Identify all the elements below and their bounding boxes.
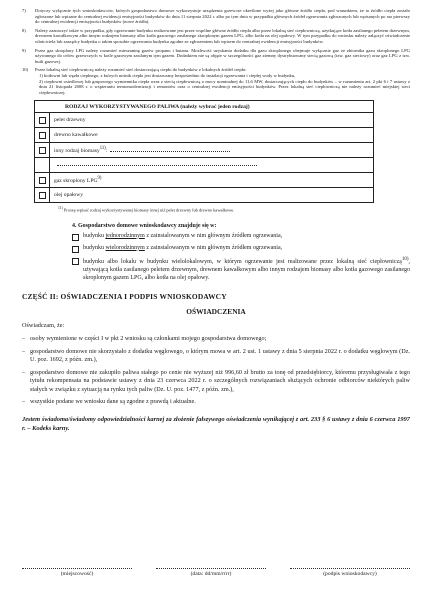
- biomass-type-field-line2[interactable]: [50, 158, 374, 173]
- checkbox-pellet[interactable]: [39, 117, 46, 124]
- footnote-number: 8): [22, 27, 26, 33]
- fuel-label: drewno kawałkowe: [50, 128, 374, 143]
- option-local-network[interactable]: budynku albo lokalu w budynku wielolokalowym, w którym ogrzewanie jest realizowane przez lokalną sieć ciepłowniczą$^{10)}$, używającą kotła zasilanego peletem drzewnym, drewnem kawałkowym albo innym rodzajem biomasy albo kotła gazowego zasilanego skroplonym gazem LPG, albo kotła na olej opałowy.: [72, 256, 410, 282]
- checkbox-lpg[interactable]: [39, 177, 46, 184]
- footnote-text: Należy zaznaczyć także w przypadku, gdy ogrzewanie budynku realizowane jest przez wspólne główne źródło ciepła albo przez lokalną sieć ciepłowniczą, użytkujące kotła zasilanego peletem drzewnym, drewnem kawałkowym albo innym rodzajem biomasy albo kotła gazowego zasilanego skroplonym gazem LPG, albo kotła na olej opałowy. W tym przypadku do wniosku należy załączyć oświadczenie właściciela lub zarządcy budynku o takim sposobie ogrzewania budynku zgodne ze zgłoszeniem lub wpisem do centralnej ewidencji emisyjności budynków.: [35, 27, 410, 44]
- fuel-label: olej opałowy: [50, 188, 374, 203]
- checkbox-biomass[interactable]: [39, 147, 46, 154]
- signature-input-line[interactable]: [290, 562, 410, 569]
- footnote-text: [35, 67, 410, 95]
- checkbox-single-family[interactable]: [72, 234, 79, 241]
- declaration-item: – osoby wymienione w części I w pkt 2 wniosku są członkami mojego gospodarstwa domowego;: [22, 335, 267, 343]
- fuel-label: gaz skroplony LPG$^{9)}$: [50, 173, 374, 188]
- footnote-ref: 9): [97, 176, 102, 182]
- declaration-item: – gospodarstwo domowe nie skorzystało z dodatku węglowego, o którym mowa w art. 2 ust. 1 ustawy z dnia 5 sierpnia 2022 r. o dodatku węglowym (Dz. U. poz. 1692, z późn. zm.),: [22, 347, 410, 364]
- footnote-10: [22, 67, 410, 95]
- checkbox-multi-family[interactable]: [72, 246, 79, 253]
- part-2-title: CZĘŚĆ II: OŚWIADCZENIA I PODPIS WNIOSKODAWCY: [22, 291, 227, 301]
- footnote-ref: 11): [99, 146, 106, 152]
- footnote-number: 7): [22, 8, 26, 13]
- footnote-10-item-2: 2) ciepłowni osiedlowej lub grupowego wymiennika ciepła wraz z siecią ciepłowniczą o mocy nominalnej do 11,6 MW, dostarczających ciepło do budynków – w rozumieniu art. 2 pkt 6 i 7 ustawy z dnia 21 listopada 2008 r. o wspieraniu termomodernizacji i remontów oraz o centralnej ewidencji emisyjności budynków. Przez lokalną sieć ciepłowniczą nie należy rozumieć miejskiej sieci ciepłowniczej.: [39, 78, 410, 95]
- biomass-type-field[interactable]: [110, 151, 230, 152]
- footnote-9: [22, 48, 410, 65]
- footnote-10-item-1: 1) kotłowni lub węzła cieplnego, z których nośnik ciepła jest dostarczany bezpośrednio do instalacji ogrzewania i ciepłej wody w budynku,: [39, 72, 296, 78]
- fuel-row-biomass[interactable]: [35, 143, 374, 158]
- declarations-heading: OŚWIADCZENIA: [186, 306, 246, 316]
- signature-label: (podpis wnioskodawcy): [323, 571, 377, 577]
- footnote-number: 10): [22, 67, 29, 73]
- fuel-row-wood[interactable]: [35, 128, 374, 143]
- date-label: (data: dd/mm/rrrr): [190, 571, 232, 577]
- place-field[interactable]: [22, 562, 132, 577]
- footnotes: [22, 8, 410, 95]
- footnote-text: Dotyczy wyłącznie tych wnioskodawców, których gospodarstwo domowe wykorzystuje urządzenia grzewcze określone wyżej jako główne źródło ciepła, pod warunkiem, że to źródło ciepła zostało zgłoszone lub wpisane do centralnej ewidencji emisyjności budynków do dnia 11 sierpnia 2022 r. albo po tym dniu w przypadku głównych źródeł ogrzewania zgłoszonych lub wpisanych po raz pierwszy do centralnej ewidencji emisyjności budynków (nowe źródła).: [35, 8, 410, 25]
- footnote-11: $^{11)}$ Proszę wpisać rodzaj wykorzystywanej biomasy innej niż pelet drzewny lub drewno kawałkowe.: [58, 206, 235, 213]
- place-label: (miejscowość): [60, 571, 94, 577]
- fuel-label: inny rodzaj biomasy$^{11)}$:: [50, 143, 374, 158]
- fuel-table-header: RODZAJ WYKORZYSTYWANEGO PALIWA (należy wybrać jeden rodzaj): [35, 101, 374, 113]
- date-input-line[interactable]: [156, 562, 266, 569]
- footnote-10-intro: Przez lokalną sieć ciepłowniczą należy rozumieć sieć dostarczającą ciepło do budynków z lokalnych źródeł ciepła:: [35, 67, 247, 73]
- fuel-row-pellet[interactable]: [35, 113, 374, 128]
- signature-row: [22, 562, 410, 577]
- signature-field[interactable]: [290, 562, 410, 577]
- fuel-row-lpg[interactable]: [35, 173, 374, 188]
- checkbox-oil[interactable]: [39, 192, 46, 199]
- declarations-intro: Oświadczam, że:: [22, 321, 65, 329]
- fuel-label: pelet drzewny: [50, 113, 374, 128]
- footnote-7: [22, 8, 410, 25]
- footnote-8: [22, 28, 410, 45]
- option-single-family[interactable]: budynku jednorodzinnym z zainstalowanym w nim głównym źródłem ogrzewania,: [72, 232, 410, 241]
- declaration-item: – gospodarstwo domowe nie zakupiło paliwa stałego po cenie nie wyższej niż 996,60 zł brutto za tonę od przedsiębiorcy, któremu przysługiwała z tego tytułu rekompensata na podstawie ustawy z dnia 23 czerwca 2022 r. o szczególnych rozwiązaniach służących ochronie odbiorców niektórych paliw stałych w związku z sytuacją na rynku tych paliw (Dz. U. poz. 1477, z późn. zm.),: [22, 368, 410, 393]
- fuel-row-oil[interactable]: [35, 188, 374, 203]
- footnote-text: Przez gaz skroplony LPG należy rozumieć mieszaninę gazów propanu i butanu. Możliwość uzyskania dodatku dla gazu skroplonego obejmuje wyłącznie gaz ze zbiornika gazu skroplonego LPG używanego do celów grzewczych w kotle gazowym zasilanym tym gazem. Dodatkiem nie są objęte w szczególności gaz ziemny dystrybuowany siecią gazową (tzw. gaz sieciowy) oraz gaz LPG z tzw. butli gazowej.: [35, 47, 410, 64]
- option-multi-family[interactable]: budynku wielorodzinnym z zainstalowanym w nim głównym źródłem ogrzewania,: [72, 244, 410, 253]
- fuel-row-biomass-continuation: [35, 158, 374, 173]
- declarations: [22, 322, 410, 433]
- section-4: [72, 223, 410, 282]
- footnote-number: 9): [22, 47, 26, 53]
- checkbox-wood[interactable]: [39, 132, 46, 139]
- date-field[interactable]: [156, 562, 266, 577]
- checkbox-local-network[interactable]: [72, 258, 79, 265]
- section-4-title: 4. Gospodarstwo domowe wnioskodawcy znajduje się w:: [72, 222, 217, 229]
- place-input-line[interactable]: [22, 562, 132, 569]
- fuel-type-table: [34, 100, 374, 203]
- declaration-item: – wszystkie podane we wniosku dane są zgodne z prawdą i aktualne.: [22, 398, 196, 406]
- criminal-liability-statement: Jestem świadoma/świadomy odpowiedzialności karnej za złożenie fałszywego oświadczenia wynikającej z art. 233 § 6 ustawy z dnia 6 czerwca 1997 r. – Kodeks karny.: [22, 415, 410, 432]
